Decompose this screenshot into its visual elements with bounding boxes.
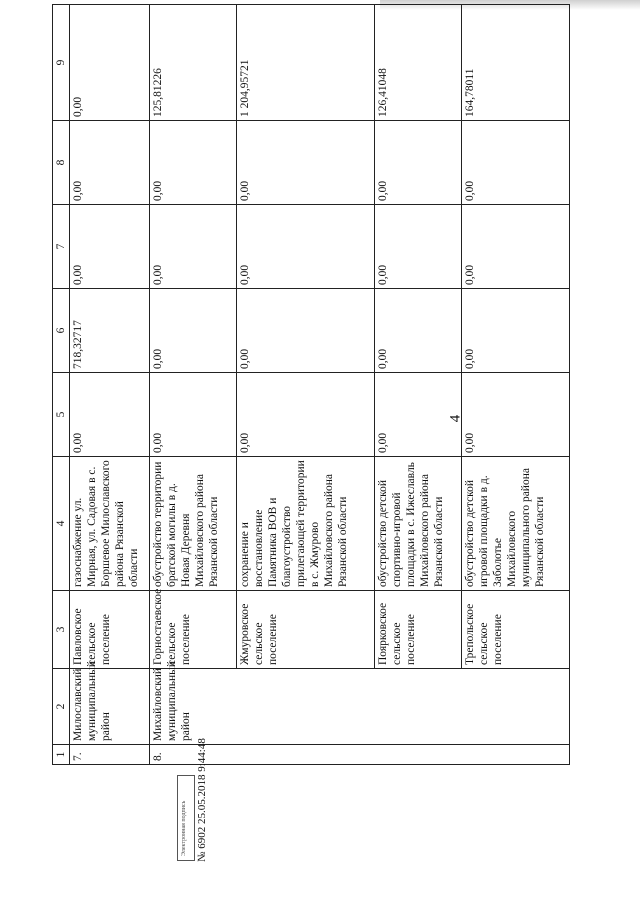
value-cell: 0,00: [375, 205, 462, 289]
value-cell: 0,00: [462, 121, 570, 205]
project-cell: обустройство детской игровой площадки в д. Заболотье Михайловского муниципального района Рязанской области: [462, 457, 570, 591]
value-cell: 0,00: [237, 121, 375, 205]
table-row: [462, 5, 570, 765]
row-number: 8.: [150, 745, 570, 765]
col-header: 7: [53, 205, 70, 289]
col-header: 5: [53, 373, 70, 457]
col-header: 9: [53, 5, 70, 121]
col-header: 3: [53, 591, 70, 669]
value-cell: 0,00: [70, 205, 150, 289]
value-cell: 0,00: [150, 289, 237, 373]
project-cell: сохранение и восстановление Памятника ВОВ и благоустройство прилегающей территории в с. Жмурово Михайловского района Рязанской области: [237, 457, 375, 591]
rotated-table-container: [52, 5, 597, 765]
value-cell: 0,00: [462, 373, 570, 457]
value-cell: 0,00: [237, 289, 375, 373]
value-cell: 0,00: [70, 121, 150, 205]
value-cell: 0,00: [237, 373, 375, 457]
settlement-cell: Павловское сельское поселение: [70, 591, 150, 669]
row-number: 7.: [70, 745, 150, 765]
value-cell: 0,00: [70, 373, 150, 457]
settlement-cell: Поярковское сельское поселение: [375, 591, 462, 669]
settlement-cell: Трепольское сельское поселение: [462, 591, 570, 669]
col-header: 4: [53, 457, 70, 591]
table-row: [237, 5, 375, 765]
header-row: [53, 5, 70, 765]
stamp-text: Электронная подпись: [181, 800, 187, 856]
value-cell: 0,00: [70, 5, 150, 121]
table-row: [70, 5, 150, 765]
col-header: 8: [53, 121, 70, 205]
value-cell: 0,00: [150, 205, 237, 289]
district-cell: Милославский муниципальный район: [70, 669, 150, 745]
value-cell: 0,00: [375, 289, 462, 373]
settlement-cell: Жмуровское сельское поселение: [237, 591, 375, 669]
value-cell: 125,81226: [150, 5, 237, 121]
value-cell: 0,00: [150, 373, 237, 457]
value-cell: 0,00: [462, 205, 570, 289]
value-cell: 164,78011: [462, 5, 570, 121]
col-header: 6: [53, 289, 70, 373]
value-cell: 126,41048: [375, 5, 462, 121]
e-signature-stamp: [177, 775, 195, 861]
value-cell: 0,00: [237, 205, 375, 289]
district-cell: Михайловский муниципальный район: [150, 669, 570, 745]
value-cell: 718,32717: [70, 289, 150, 373]
registration-footer: № 6902 25.05.2018 9:44:48: [196, 738, 208, 862]
project-cell: обустройство детской спортивно-игровой площадки в с. Ижеславль Михайловского района Рязанской области: [375, 457, 462, 591]
value-cell: 0,00: [150, 121, 237, 205]
table-row: [150, 5, 237, 765]
project-cell: газоснабжение ул. Мирная, ул. Садовая в с. Боршевое Милославского района Рязанской области: [70, 457, 150, 591]
value-cell: 0,00: [375, 373, 462, 457]
col-header: 1: [53, 745, 70, 765]
budget-table: [52, 4, 570, 765]
table-row: [375, 5, 462, 765]
project-cell: обустройство территории братской могилы в д. Новая Деревня Михайловского района Рязанской области: [150, 457, 237, 591]
value-cell: 1 204,95721: [237, 5, 375, 121]
settlement-cell: Горностаевское сельское поселение: [150, 591, 237, 669]
value-cell: 0,00: [462, 289, 570, 373]
value-cell: 0,00: [375, 121, 462, 205]
page-number: 4: [447, 414, 464, 423]
col-header: 2: [53, 669, 70, 745]
